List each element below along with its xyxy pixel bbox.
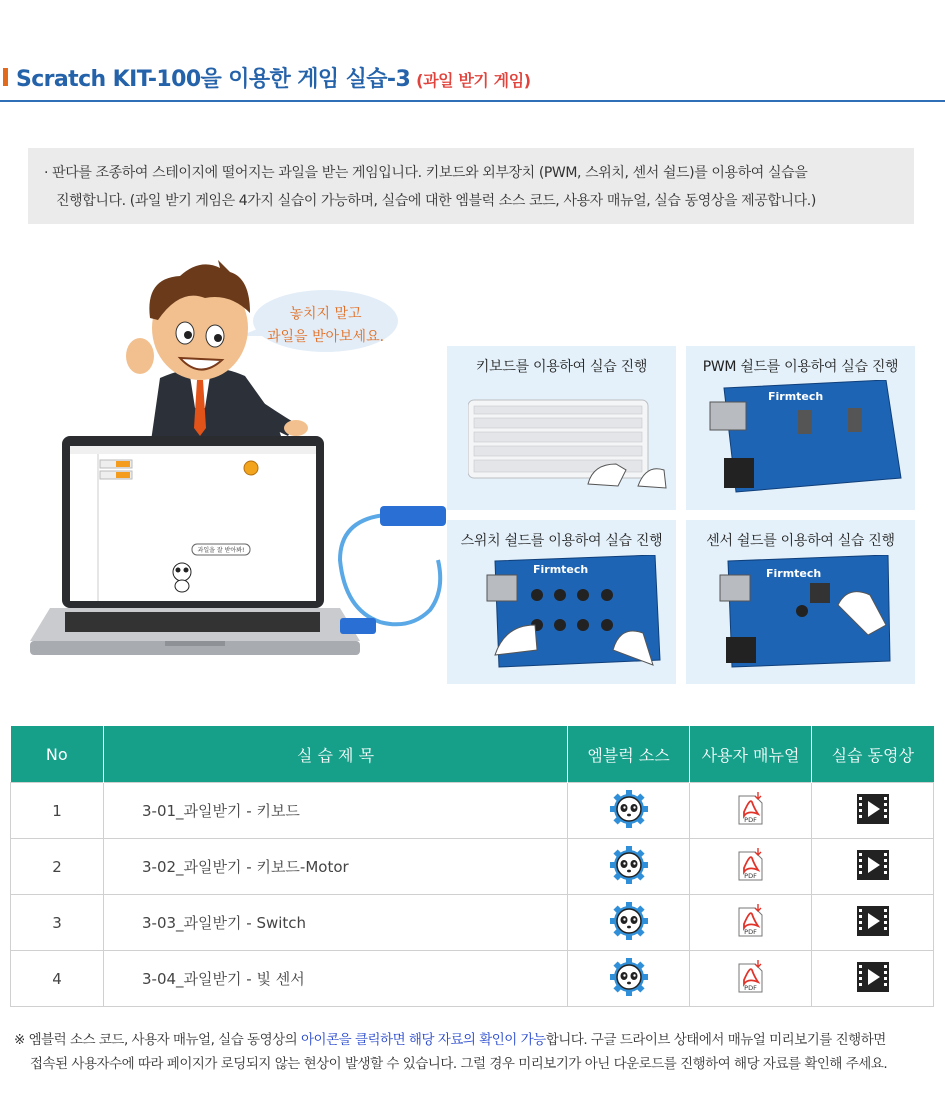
table-header-row [11,726,934,783]
mblock-source-icon[interactable] [610,902,648,944]
presenter-character [110,258,310,448]
pdf-manual-icon[interactable] [736,960,766,998]
description-box [28,148,914,224]
pdf-label: PDF [743,983,757,992]
description-line-1: · 판다를 조종하여 스테이지에 떨어지는 과일을 받는 게임입니다. 키보드와 외부장치 (PWM, 스위치, 센서 쉴드)를 이용하여 실습을 [44,165,808,181]
table-row [11,783,934,839]
row-no: 3 [11,895,104,951]
manual-cell [690,783,812,839]
page-subtitle: (과일 받기 게임) [416,71,531,90]
source-cell [568,839,690,895]
row-title: 3-02_과일받기 - 키보드-Motor [104,839,568,895]
row-title: 3-01_과일받기 - 키보드 [104,783,568,839]
video-cell [812,951,934,1007]
video-icon[interactable] [856,960,890,998]
source-cell [568,895,690,951]
page-title: Scratch KIT-100을 이용한 게임 실습-3 (과일 받기 게임) [16,67,531,92]
description-line-2: 진행합니다. (과일 받기 게임은 4가지 실습이 가능하며, 실습에 대한 엠블럭 소스 코드, 사용자 매뉴얼, 실습 동영상을 제공합니다.) [56,193,816,209]
note-line-1: ※ 엠블럭 소스 코드, 사용자 매뉴얼, 실습 동영상의 아이콘을 클릭하면 해당 자료의 확인이 가능합니다. 구글 드라이브 상태에서 매뉴얼 미리보기를 진행하면 [14,1032,886,1048]
panel-keyboard-label: 키보드를 이용하여 실습 진행 [475,359,648,375]
note-line-2: 접속된 사용자수에 따라 페이지가 로딩되지 않는 현상이 발생할 수 있습니다. 그럴 경우 미리보기가 아닌 다운로드를 진행하여 해당 자료를 확인해 주세요. [30,1056,888,1072]
video-cell [812,895,934,951]
table-row [11,951,934,1007]
usb-cable [330,500,450,640]
bubble-text-1: 놓치지 말고 [289,306,362,322]
source-cell [568,951,690,1007]
header-video: 실습 동영상 [812,726,934,783]
panel-sensor-label: 센서 쉴드를 이용하여 실습 진행 [706,533,895,549]
mblock-source-icon[interactable] [610,846,648,888]
row-title: 3-03_과일받기 - Switch [104,895,568,951]
video-icon[interactable] [856,792,890,830]
panel-switch-label: 스위치 쉴드를 이용하여 실습 진행 [460,533,663,549]
row-no: 2 [11,839,104,895]
manual-cell [690,951,812,1007]
video-cell [812,783,934,839]
table-row [11,895,934,951]
pdf-label: PDF [743,871,757,880]
board-brand-2: Firmtech [533,563,589,576]
header-manual: 사용자 매뉴얼 [690,726,812,783]
video-cell [812,839,934,895]
mblock-source-icon[interactable] [610,958,648,1000]
board-brand: Firmtech [768,390,824,403]
video-icon[interactable] [856,904,890,942]
pdf-manual-icon[interactable] [736,904,766,942]
title-marker [3,68,8,86]
table-row [11,839,934,895]
row-no: 4 [11,951,104,1007]
source-cell [568,783,690,839]
board-brand-3: Firmtech [766,567,822,580]
row-no: 1 [11,783,104,839]
manual-cell [690,839,812,895]
bubble-text-2: 과일을 받아보세요. [266,329,385,345]
video-icon[interactable] [856,848,890,886]
manual-cell [690,895,812,951]
practice-table [10,726,934,1007]
pdf-manual-icon[interactable] [736,792,766,830]
pdf-manual-icon[interactable] [736,848,766,886]
laptop [30,436,365,661]
pwm-shield-image [706,380,906,495]
header-no: No [11,726,104,783]
sensor-shield-image [718,555,898,670]
mblock-source-icon[interactable] [610,790,648,832]
screen-speech-text: 과일을 잘 받아봐! [197,547,245,554]
pdf-label: PDF [743,815,757,824]
keyboard-image [468,398,668,490]
note-highlight: 아이콘을 클릭하면 해당 자료의 확인이 가능 [301,1032,546,1048]
pdf-label: PDF [743,927,757,936]
row-title: 3-04_과일받기 - 빛 센서 [104,951,568,1007]
switch-shield-image [485,555,665,670]
panel-pwm-label: PWM 쉴드를 이용하여 실습 진행 [702,359,899,375]
header-title: 실 습 제 목 [104,726,568,783]
header-source: 엠블럭 소스 [568,726,690,783]
